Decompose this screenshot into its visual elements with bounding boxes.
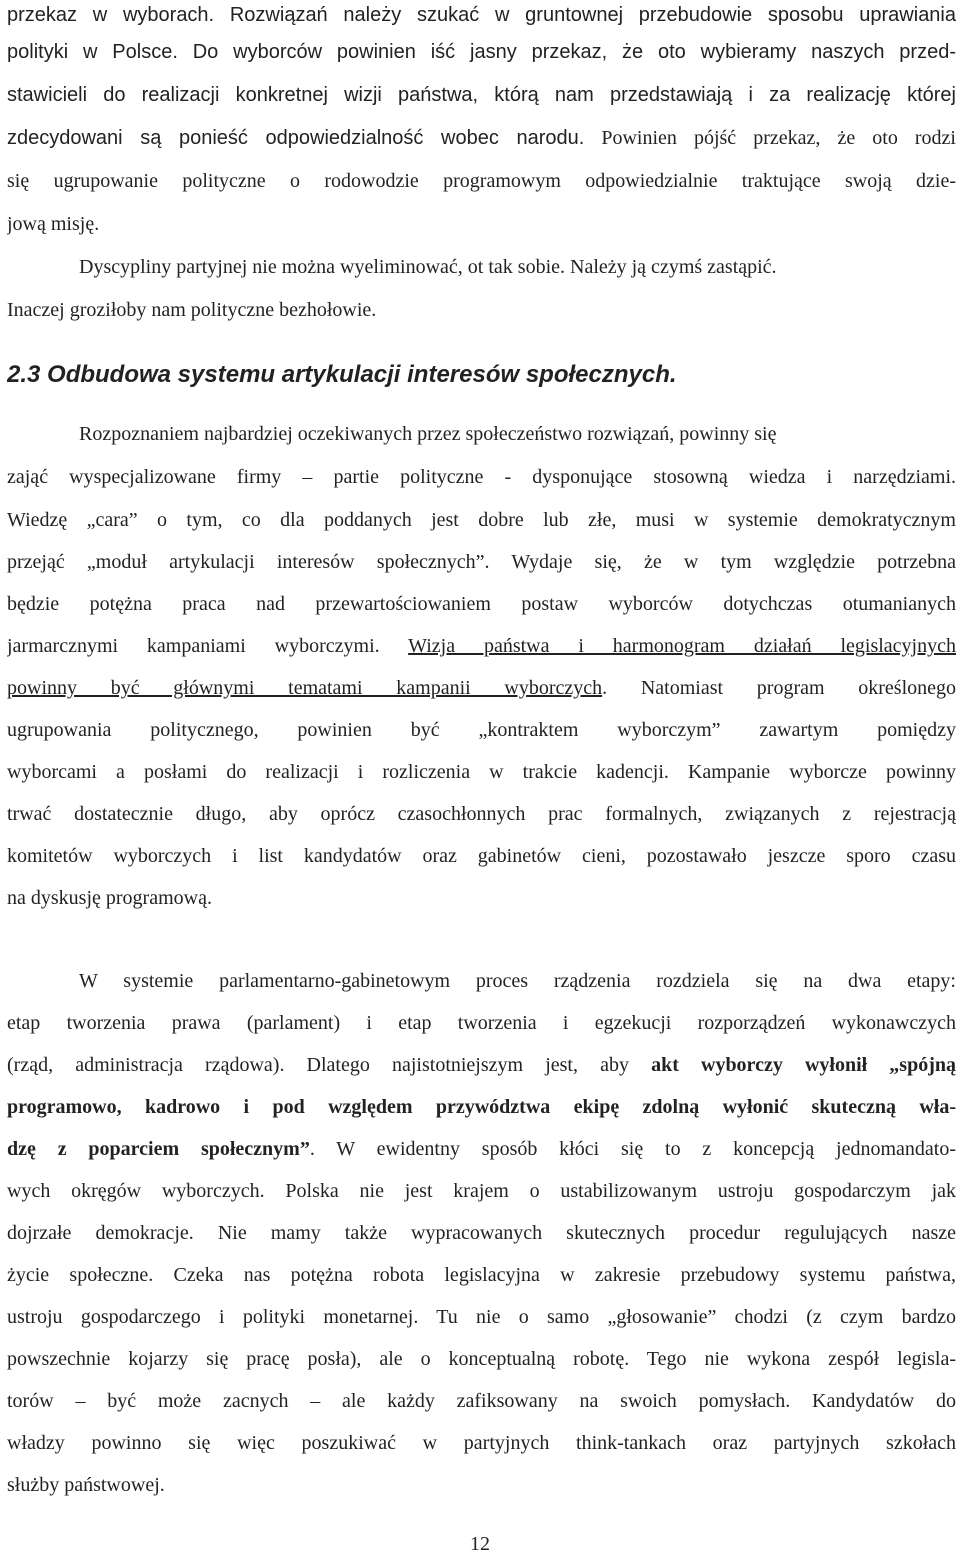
text-line: [7, 966, 956, 996]
text-line: [7, 37, 956, 67]
text-segment: torów – być może zacnych – ale każdy zafiksowany na swoich pomysłach. Kandydatów do: [7, 1390, 956, 1412]
text-line: [7, 883, 956, 913]
text-line: [7, 209, 956, 239]
text-segment: przejąć „moduł artykulacji interesów społecznych”. Wydaje się, że w tym względzie potrzebna: [7, 551, 956, 573]
text-segment: W systemie parlamentarno-gabinetowym proces rządzenia rozdziela się na dwa etapy:: [79, 970, 956, 992]
text-segment: wyborcami a posłami do realizacji i rozliczenia w trakcie kadencji. Kampanie wyborcze powinny: [7, 761, 956, 783]
text-segment: Rozpoznaniem najbardziej oczekiwanych przez społeczeństwo rozwiązań, powinny się: [79, 423, 777, 445]
text-segment: powszechnie kojarzy się pracę posła), ale o konceptualną robotę. Tego nie wykona zespół legisla-: [7, 1348, 956, 1370]
text-segment: życie społeczne. Czeka nas potężna robota legislacyjna w zakresie przebudowy systemu państwa,: [7, 1264, 956, 1286]
text-line: [7, 0, 956, 30]
heading-text: 2.3 Odbudowa systemu artykulacji interesów społecznych.: [7, 361, 677, 388]
text-segment: (rząd, administracja rządowa). Dlatego najistotniejszym jest, aby: [7, 1054, 652, 1076]
text-segment: na dyskusję programową.: [7, 887, 212, 909]
text-line: [7, 589, 956, 619]
text-segment: komitetów wyborczych i list kandydatów oraz gabinetów cieni, pozostawało jeszcze sporo czasu: [7, 845, 956, 867]
text-segment: Wiedzę „cara” o tym, co dla poddanych jest dobre lub złe, musi w systemie demokratycznym: [7, 509, 956, 531]
text-segment: służby państwowej.: [7, 1474, 165, 1496]
bold-text: dzę z poparciem społecznym”: [7, 1138, 310, 1160]
text-line: [7, 419, 956, 449]
text-line: [7, 1386, 956, 1416]
text-segment: . W ewidentny sposób kłóci się to z koncepcją jednomandato-: [309, 1138, 956, 1160]
text-line: [7, 1176, 956, 1206]
text-line: [7, 631, 956, 661]
text-segment: trwać dostatecznie długo, aby oprócz czasochłonnych prac formalnych, związanych z rejestracją: [7, 803, 956, 825]
text-segment: się ugrupowanie polityczne o rodowodzie programowym odpowiedzialnie traktujące swoją dzie-: [7, 170, 956, 192]
text-line: [7, 757, 956, 787]
text-segment: ustroju gospodarczego i polityki monetarnej. Tu nie o samo „głosowanie” chodzi (z czym bardzo: [7, 1306, 956, 1328]
text-line: [7, 1428, 956, 1458]
text-line: [7, 841, 956, 871]
text-line: [7, 673, 956, 703]
text-line: [7, 1302, 956, 1332]
text-segment: zająć wyspecjalizowane firmy – partie polityczne - dysponujące stosowną wiedza i narzędziami.: [7, 466, 956, 488]
text-segment: będzie potężna praca nad przewartościowaniem postaw wyborców dotychczas otumanianych: [7, 593, 956, 615]
text-segment: stawicieli do realizacji konkretnej wizji państwa, którą nam przedstawiają i za realizację której: [7, 84, 956, 106]
text-segment: Powinien pójść przekaz, że oto rodzi: [584, 127, 956, 149]
bold-text: programowo, kadrowo i pod względem przywództwa ekipę zdolną wyłonić skuteczną wła-: [7, 1096, 956, 1118]
text-line: [7, 462, 956, 492]
text-line: [7, 799, 956, 829]
text-line: [7, 252, 956, 282]
bold-text: akt wyborczy wyłonił „spójną: [651, 1054, 956, 1076]
text-line: [7, 123, 956, 153]
section-heading: [7, 358, 956, 392]
text-segment: etap tworzenia prawa (parlament) i etap tworzenia i egzekucji rozporządzeń wykonawczych: [7, 1012, 956, 1034]
text-segment: ugrupowania politycznego, powinien być „kontraktem wyborczym” zawartym pomiędzy: [7, 719, 956, 741]
text-segment: . Natomiast program określonego: [602, 677, 956, 699]
text-line: [7, 1344, 956, 1374]
underlined-text: powinny być głównymi tematami kampanii wyborczych: [7, 677, 603, 699]
text-segment: jarmarcznymi kampaniami wyborczymi.: [7, 635, 409, 657]
text-line: [7, 547, 956, 577]
text-segment: wych okręgów wyborczych. Polska nie jest krajem o ustabilizowanym ustroju gospodarczym jak: [7, 1180, 956, 1202]
text-segment: przekaz w wyborach. Rozwiązań należy szukać w gruntownej przebudowie sposobu uprawiania: [7, 4, 956, 26]
text-line: [7, 295, 956, 325]
text-segment: dojrzałe demokracje. Nie mamy także wypracowanych skutecznych procedur regulujących nasze: [7, 1222, 956, 1244]
text-segment: zdecydowani są ponieść odpowiedzialność wobec narodu.: [7, 127, 585, 149]
text-line: [7, 505, 956, 535]
text-line: [7, 1008, 956, 1038]
underlined-text: Wizja państwa i harmonogram działań legislacyjnych: [408, 635, 956, 657]
text-line: [7, 715, 956, 745]
text-line: [7, 1050, 956, 1080]
text-segment: Inaczej groziłoby nam polityczne bezhołowie.: [7, 299, 377, 321]
text-segment: polityki w Polsce. Do wyborców powinien iść jasny przekaz, że oto wybieramy naszych przed-: [7, 41, 956, 63]
text-line: [7, 1470, 956, 1500]
text-line: [7, 1218, 956, 1248]
text-line: [7, 166, 956, 196]
text-line: [7, 80, 956, 110]
text-line: [7, 1092, 956, 1122]
text-line: [7, 1260, 956, 1290]
text-segment: Dyscypliny partyjnej nie można wyeliminować, ot tak sobie. Należy ją czymś zastąpić.: [79, 256, 777, 278]
page-number: 12: [470, 1533, 490, 1555]
text-line: [7, 1134, 956, 1164]
text-segment: władzy powinno się więc poszukiwać w partyjnych think-tankach oraz partyjnych szkołach: [7, 1432, 956, 1454]
text-segment: jową misję.: [7, 213, 100, 235]
